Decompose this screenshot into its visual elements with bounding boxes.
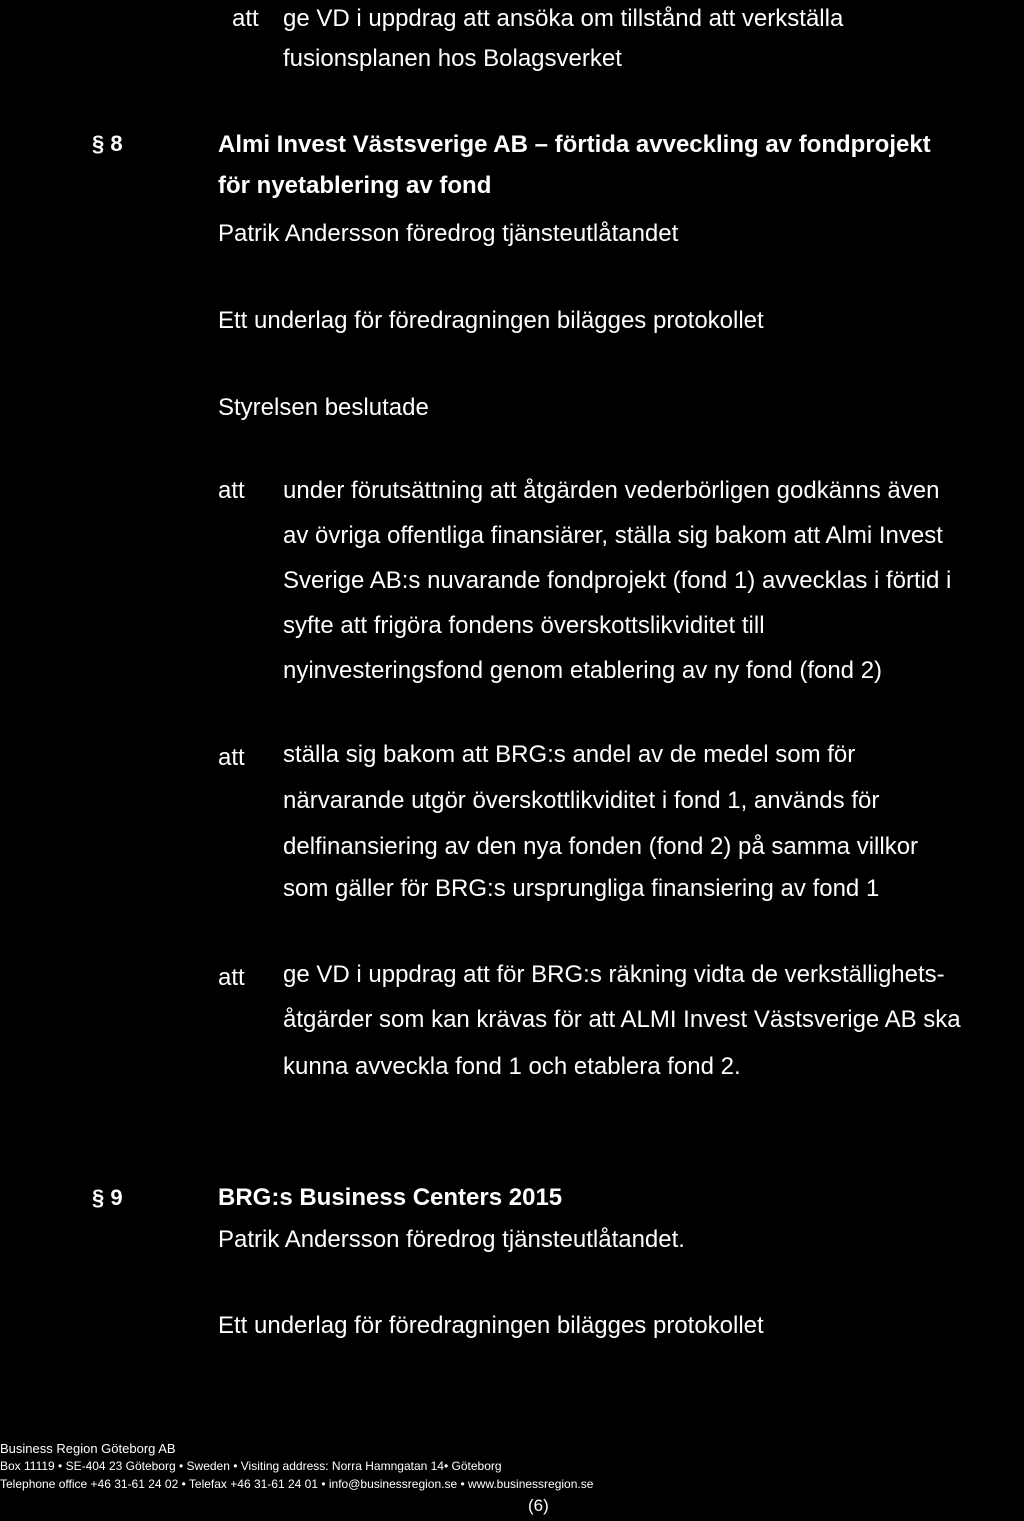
footer-address: Box 11119 • SE-404 23 Göteborg • Sweden • Visiting address: Norra Hamngatan 14• Göteborg <box>0 1459 502 1473</box>
attachment-note: Ett underlag för föredragningen bilägges protokollet <box>218 1312 764 1339</box>
clause-label: att <box>218 744 245 771</box>
clause-line: åtgärder som kan krävas för att ALMI Invest Västsverige AB ska <box>283 1006 961 1033</box>
clause-label: att <box>218 964 245 991</box>
clause-label: att <box>232 5 259 32</box>
clause-line: kunna avveckla fond 1 och etablera fond 2. <box>283 1053 741 1080</box>
attachment-note: Ett underlag för föredragningen bilägges protokollet <box>218 307 764 334</box>
section-number: § 9 <box>92 1185 123 1210</box>
clause-line: under förutsättning att åtgärden vederbörligen godkänns även <box>283 477 940 504</box>
footer-contact: Telephone office +46 31-61 24 02 • Telefax +46 31-61 24 01 • info@businessregion.se • www.businessregion.se <box>0 1477 594 1491</box>
clause-line: ställa sig bakom att BRG:s andel av de medel som för <box>283 741 856 768</box>
clause-line: Sverige AB:s nuvarande fondprojekt (fond 1) avvecklas i förtid i <box>283 567 952 594</box>
clause-line: ge VD i uppdrag att ansöka om tillstånd att verkställa <box>283 5 844 32</box>
clause-line: av övriga offentliga finansiärer, ställa sig bakom att Almi Invest <box>283 522 943 549</box>
page-number: (6) <box>528 1496 549 1515</box>
section-title: Almi Invest Västsverige AB – förtida avveckling av fondprojekt <box>218 131 931 158</box>
clause-line: delfinansiering av den nya fonden (fond 2) på samma villkor <box>283 833 919 860</box>
presenter-note: Patrik Andersson föredrog tjänsteutlåtandet. <box>218 1226 685 1253</box>
clause-line: nyinvesteringsfond genom etablering av ny fond (fond 2) <box>283 657 883 684</box>
clause-line: närvarande utgör överskottlikviditet i fond 1, används för <box>283 787 880 814</box>
section-number: § 8 <box>92 131 123 156</box>
clause-line: ge VD i uppdrag att för BRG:s räkning vidta de verkställighets- <box>283 961 945 988</box>
clause-line: fusionsplanen hos Bolagsverket <box>283 45 622 72</box>
clause-line: syfte att frigöra fondens överskottslikviditet till <box>283 612 765 639</box>
presenter-note: Patrik Andersson föredrog tjänsteutlåtandet <box>218 220 679 247</box>
clause-label: att <box>218 477 245 504</box>
section-title: för nyetablering av fond <box>218 172 492 199</box>
clause-line: som gäller för BRG:s ursprungliga finansiering av fond 1 <box>283 875 880 902</box>
footer-company: Business Region Göteborg AB <box>0 1441 176 1456</box>
section-title: BRG:s Business Centers 2015 <box>218 1184 563 1211</box>
decision-heading: Styrelsen beslutade <box>218 394 429 421</box>
